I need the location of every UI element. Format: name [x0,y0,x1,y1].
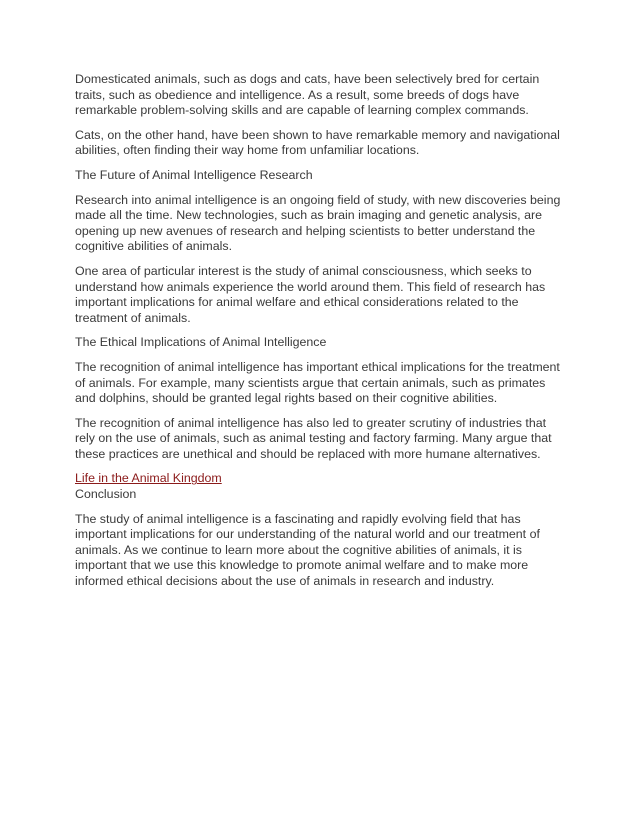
heading-future-research: The Future of Animal Intelligence Research [75,167,313,182]
paragraph-industry-scrutiny: The recognition of animal intelligence has also led to greater scrutiny of industries that rely on the use of animals, such as animal testing and factory farming. Many argue that these practices are unethical and should be replaced with more humane alternatives. [75,415,552,461]
paragraph-research-ongoing: Research into animal intelligence is an ongoing field of study, with new discoveries being made all the time. New technologies, such as brain imaging and genetic analysis, are opening up new avenues of research and helping scientists to better understand the cognitive abilities of animals. [75,192,561,254]
document-page [75,72,567,599]
paragraph-ethical-recognition: The recognition of animal intelligence has important ethical implications for the treatment of animals. For example, many scientists argue that certain animals, such as primates and dolphins, should be granted legal rights based on their cognitive abilities. [75,359,560,406]
heading-ethical-implications: The Ethical Implications of Animal Intelligence [75,335,327,350]
link-life-in-animal-kingdom[interactable]: Life in the Animal Kingdom [75,471,222,486]
heading-conclusion: Conclusion [75,487,137,502]
paragraph-animal-consciousness: One area of particular interest is the study of animal consciousness, which seeks to understand how animals experience the world around them. This field of research has important implications for animal welfare and ethical considerations related to the treatment of animals. [75,263,546,325]
paragraph-cats: Cats, on the other hand, have been shown to have remarkable memory and navigational abilities, often finding their way home from unfamiliar locations. [75,127,560,158]
paragraph-domesticated: Domesticated animals, such as dogs and cats, have been selectively bred for certain traits, such as obedience and intelligence. As a result, some breeds of dogs have remarkable problem-solving skills and are capable of learning complex commands. [75,72,540,118]
paragraph-conclusion: The study of animal intelligence is a fascinating and rapidly evolving field that has important implications for our understanding of the natural world and our treatment of animals. As we continue to learn more about the cognitive abilities of animals, it is important that we use this knowledge to promote animal welfare and to make more informed ethical decisions about the use of animals in research and industry. [75,511,540,589]
